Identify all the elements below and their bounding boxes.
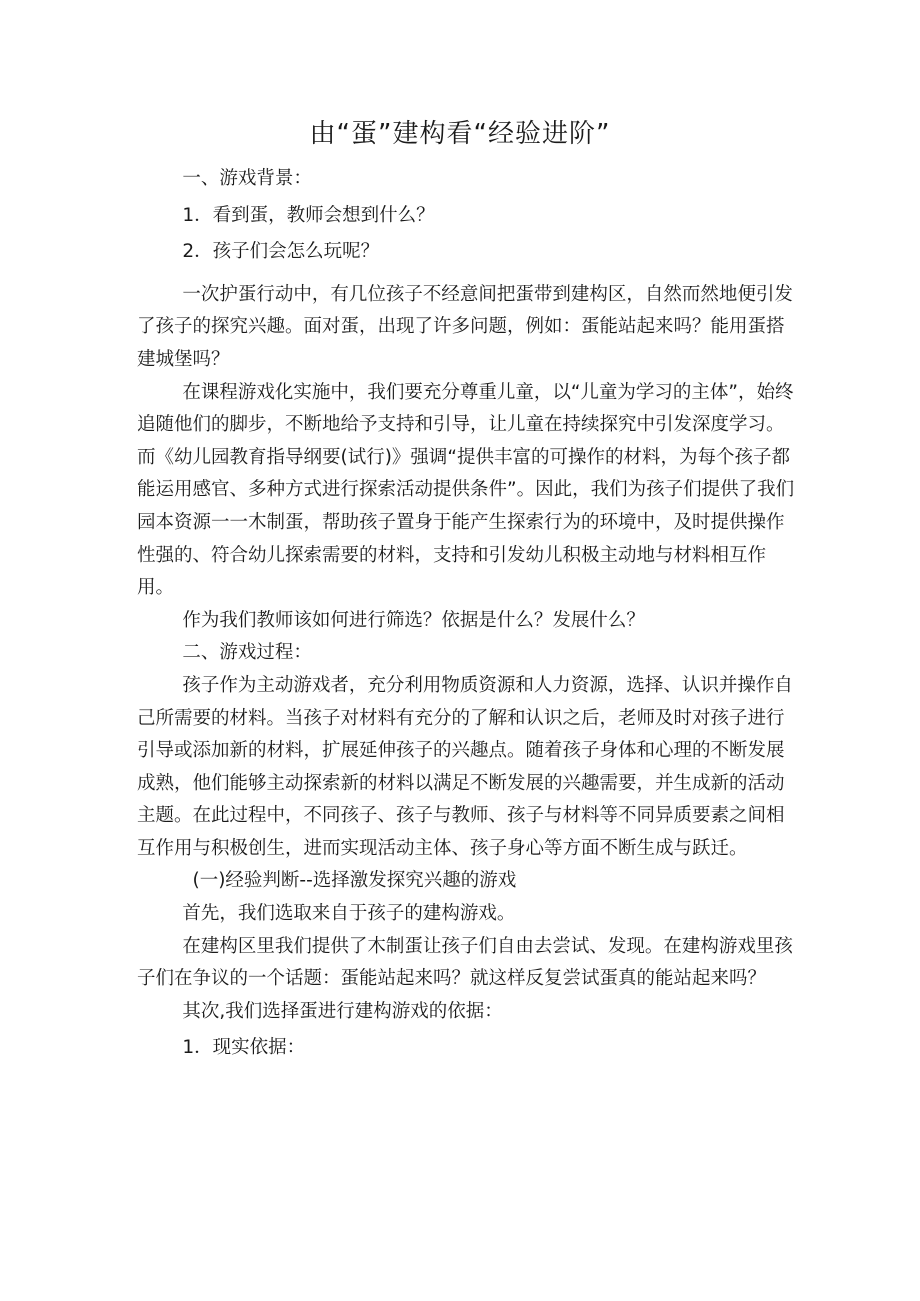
paragraph-curriculum: 在课程游戏化实施中，我们要充分尊重儿童，以“儿童为学习的主体”，始终追随他们的脚步，不断地给予支持和引导，让儿童在持续探究中引发深度学习。而《幼儿园教育指导纲要(试行)》强调“提供丰富的可操作的材料，为每个孩子都能运用感官、多种方式进行探索活动提供条件”。因此，我们为孩子们提供了我们园本资源一一木制蛋，帮助孩子置身于能产生探索行为的环境中，及时提供操作性强的、符合幼儿探索需要的材料，支持和引发幼儿积极主动地与材料相互作用。	[137, 381, 795, 599]
paragraph-second: 其次,我们选择蛋进行建构游戏的依据：	[182, 1000, 503, 1022]
question-item-1: 1．看到蛋，教师会想到什么？	[182, 204, 435, 226]
document-body	[137, 163, 797, 1065]
subsection-heading-experience: (一)经验判断--选择激发探究兴趣的游戏	[192, 870, 517, 892]
paragraph-teacher-question: 作为我们教师该如何进行筛选？依据是什么？发展什么？	[182, 609, 645, 631]
question-item-2: 2．孩子们会怎么玩呢？	[182, 241, 380, 263]
basis-item-1: 1．现实依据：	[182, 1037, 306, 1059]
section-heading-process: 二、游戏过程：	[182, 642, 312, 664]
paragraph-active-player: 孩子作为主动游戏者，充分利用物质资源和人力资源，选择、认识并操作自己所需要的材料。当孩子对材料有充分的了解和认识之后，老师及时对孩子进行引导或添加新的材料，扩展延伸孩子的兴趣点。随着孩子身体和心理的不断发展成熟，他们能够主动探索新的材料以满足不断发展的兴趣需要，并生成新的活动主题。在此过程中，不同孩子、孩子与教师、孩子与材料等不同异质要素之间相互作用与积极创生，进而实现活动主体、孩子身心等方面不断生成与跃迁。	[137, 674, 793, 859]
document-title: 由“蛋”建构看“经验进阶”	[309, 119, 611, 149]
paragraph-construction-area: 在建构区里我们提供了木制蛋让孩子们自由去尝试、发现。在建构游戏里孩子们在争议的一个话题：蛋能站起来吗？就这样反复尝试蛋真的能站起来吗？	[137, 935, 793, 990]
paragraph-first: 首先，我们选取来自于孩子的建构游戏。	[182, 903, 516, 925]
paragraph-egg-protection: 一次护蛋行动中，有几位孩子不经意间把蛋带到建构区，自然而然地便引发了孩子的探究兴趣。面对蛋，出现了许多问题，例如：蛋能站起来吗？能用蛋搭建城堡吗？	[137, 283, 793, 370]
section-heading-background: 一、游戏背景：	[182, 168, 312, 189]
